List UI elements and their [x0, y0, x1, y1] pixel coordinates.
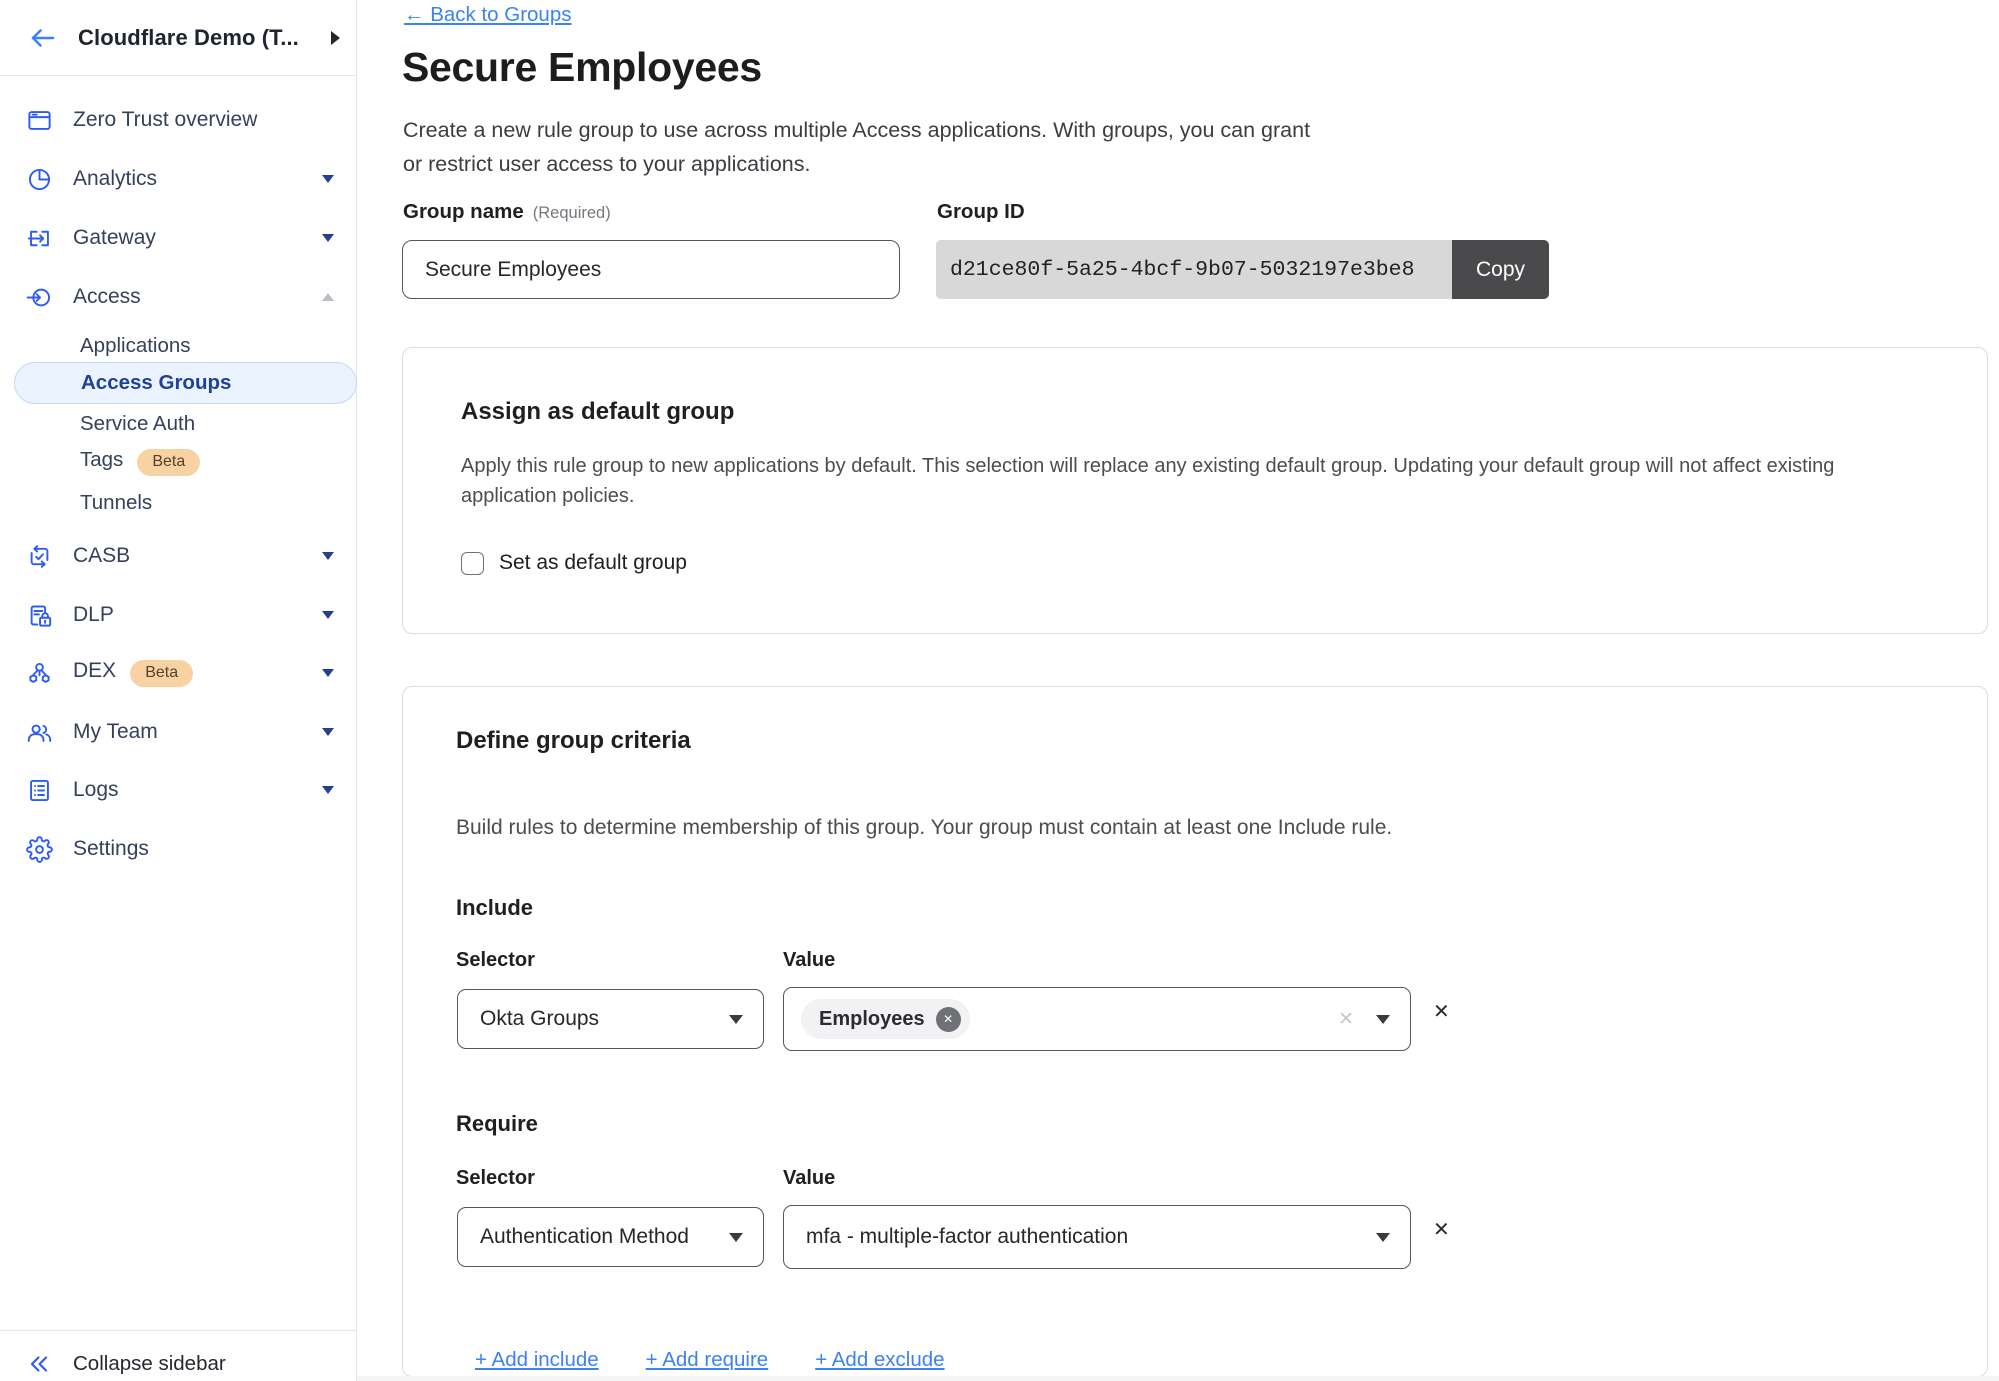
require-selector-dropdown[interactable]: Authentication Method [457, 1207, 764, 1267]
sidebar-item-label: DEX Beta [73, 659, 193, 687]
sidebar-divider [0, 1330, 356, 1331]
group-id-label: Group ID [937, 200, 1025, 223]
chevron-down-icon [322, 728, 334, 736]
add-rule-links [475, 1348, 945, 1372]
sidebar-item-label: Access [73, 285, 141, 308]
checkbox-label: Set as default group [499, 551, 687, 574]
sidebar-item-label: Applications [80, 334, 191, 357]
set-default-group-option[interactable] [461, 551, 687, 575]
group-id-value: d21ce80f-5a25-4bcf-9b07-5032197e3be8 [936, 240, 1452, 299]
sidebar-item-settings[interactable] [0, 834, 356, 864]
include-section-label: Include [456, 895, 534, 920]
group-name-input[interactable] [402, 240, 900, 299]
page-description: Create a new rule group to use across multiple Access applications. With groups, you can grant or restrict user access to your applications. [403, 118, 1311, 176]
sidebar-item-tunnels[interactable] [0, 488, 356, 518]
chevron-down-icon [322, 234, 334, 242]
require-selector-label: Selector [456, 1167, 535, 1189]
page-bottom-strip [357, 1376, 1999, 1381]
page-title: Secure Employees [402, 44, 762, 90]
beta-badge: Beta [130, 660, 193, 687]
chevron-down-icon [1376, 1015, 1390, 1024]
sidebar-item-label: Tunnels [80, 491, 153, 514]
list-document-icon [26, 777, 53, 804]
required-hint: (Required) [532, 204, 611, 222]
pie-chart-icon [26, 166, 53, 193]
sidebar-item-applications[interactable] [0, 331, 356, 361]
sidebar-item-service-auth[interactable] [0, 409, 356, 439]
gear-icon [26, 836, 53, 863]
chevron-down-icon [322, 175, 334, 183]
add-include-link[interactable]: + Add include [475, 1348, 599, 1371]
require-section-label: Require [456, 1111, 538, 1136]
beta-badge: Beta [137, 449, 200, 476]
login-arrow-icon [26, 284, 53, 311]
back-to-groups-link[interactable]: ← Back to Groups [404, 3, 572, 26]
sidebar-item-label: Gateway [73, 226, 156, 249]
sidebar-item-label: Tags Beta [80, 448, 200, 476]
account-name: Cloudflare Demo (T... [78, 24, 299, 50]
sync-check-icon [26, 543, 53, 570]
chevron-down-icon [729, 1015, 743, 1024]
sidebar-item-label: Logs [73, 778, 119, 801]
sidebar-item-access[interactable] [0, 282, 356, 312]
chevron-down-icon [322, 786, 334, 794]
define-group-criteria-card [402, 686, 1988, 1377]
include-value-multiselect[interactable] [783, 987, 1411, 1051]
sidebar-item-label: Access Groups [81, 371, 232, 394]
collapse-sidebar-button[interactable] [0, 1346, 356, 1381]
remove-require-rule-icon[interactable]: ✕ [1433, 1219, 1450, 1241]
window-icon [26, 107, 53, 134]
card-title: Define group criteria [456, 727, 691, 754]
set-default-group-checkbox[interactable] [461, 552, 484, 575]
sidebar-item-label: My Team [73, 720, 158, 743]
main-content [357, 0, 1999, 1381]
require-value-dropdown[interactable]: mfa - multiple-factor authentication [783, 1205, 1411, 1269]
include-value-label: Value [783, 949, 836, 971]
sidebar-item-zero-trust-overview[interactable] [0, 105, 356, 135]
sidebar-item-label: Service Auth [80, 412, 196, 435]
sidebar [0, 0, 357, 1381]
double-chevron-left-icon [26, 1351, 52, 1377]
clear-value-icon[interactable]: ✕ [1338, 1008, 1354, 1030]
copy-button[interactable]: Copy [1452, 240, 1549, 299]
group-name-label: Group name (Required) [403, 200, 611, 223]
gateway-icon [26, 225, 53, 252]
sidebar-item-my-team[interactable] [0, 717, 356, 747]
sidebar-item-label: DLP [73, 603, 114, 626]
add-require-link[interactable]: + Add require [645, 1348, 769, 1371]
cluster-icon [26, 660, 53, 687]
chevron-down-icon [729, 1233, 743, 1242]
chevron-right-icon [331, 31, 340, 45]
back-arrow-icon[interactable] [28, 23, 58, 53]
sidebar-item-casb[interactable] [0, 541, 356, 571]
include-selector-label: Selector [456, 949, 535, 971]
sidebar-item-label: Analytics [73, 167, 158, 190]
chevron-up-icon [322, 293, 334, 301]
sidebar-item-access-groups-selected[interactable] [14, 362, 357, 404]
users-icon [26, 719, 53, 746]
chevron-down-icon [322, 669, 334, 677]
chevron-down-icon [322, 611, 334, 619]
card-description: Build rules to determine membership of this group. Your group must contain at least one Include rule. [456, 816, 1393, 839]
sidebar-item-logs[interactable] [0, 775, 356, 805]
sidebar-item-tags[interactable] [0, 447, 356, 477]
value-chip: Employees ✕ [801, 999, 970, 1039]
sidebar-item-label: Zero Trust overview [73, 108, 258, 131]
include-selector-dropdown[interactable]: Okta Groups [457, 989, 764, 1049]
document-lock-icon [26, 602, 53, 629]
chip-remove-icon[interactable]: ✕ [936, 1007, 961, 1032]
sidebar-item-dlp[interactable] [0, 600, 356, 630]
account-switcher[interactable] [0, 0, 356, 76]
sidebar-item-label: Settings [73, 837, 149, 860]
collapse-sidebar-label: Collapse sidebar [73, 1352, 226, 1375]
chevron-down-icon [1376, 1233, 1390, 1242]
remove-include-rule-icon[interactable]: ✕ [1433, 1001, 1450, 1023]
card-title: Assign as default group [461, 398, 735, 425]
sidebar-item-label: CASB [73, 544, 131, 567]
add-exclude-link[interactable]: + Add exclude [815, 1348, 945, 1371]
require-value-label: Value [783, 1167, 836, 1189]
sidebar-item-analytics[interactable] [0, 164, 356, 194]
card-description: Apply this rule group to new applications by default. This selection will replace any existing default group. Updating your default group will not affect existing application policies. [461, 455, 1835, 507]
sidebar-item-gateway[interactable] [0, 223, 356, 253]
chevron-down-icon [322, 552, 334, 560]
sidebar-item-dex[interactable] [0, 658, 356, 688]
assign-default-group-card [402, 347, 1988, 634]
